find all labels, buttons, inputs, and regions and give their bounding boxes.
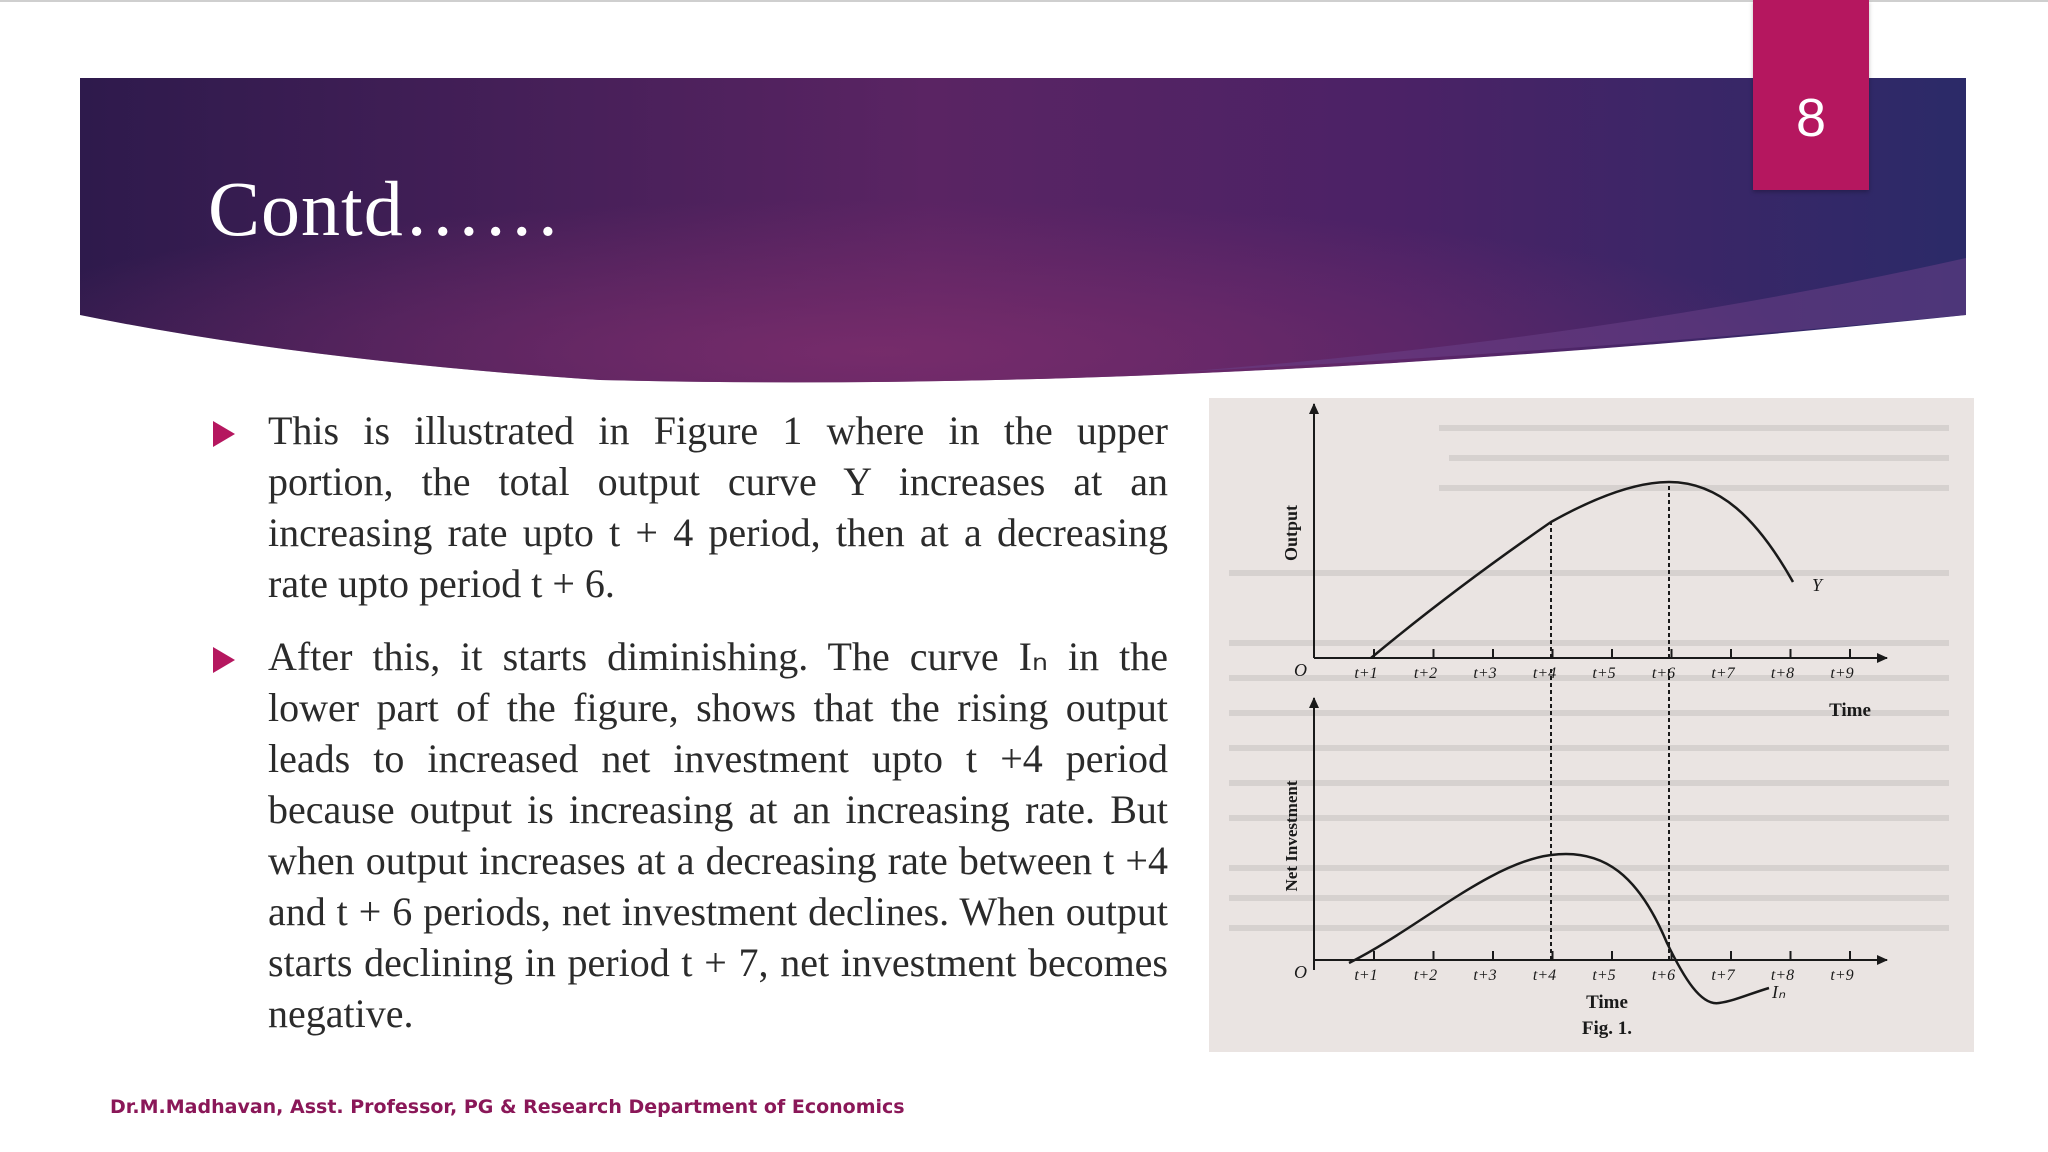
upper-x-axis-label: Time (1829, 700, 1871, 721)
bullet-item (208, 405, 1168, 609)
bullet-marker-icon (213, 421, 235, 447)
lower-tick-label: t+4 (1532, 967, 1557, 984)
lower-tick-label: t+1 (1354, 967, 1378, 984)
lower-tick-label: t+2 (1413, 967, 1438, 984)
lower-tick-label: t+8 (1770, 967, 1795, 984)
net-investment-curve-label: Iₙ (1772, 982, 1786, 1002)
upper-y-axis-label: Output (1281, 504, 1301, 562)
footer-credit: Dr.M.Madhavan, Asst. Professor, PG & Research Department of Economics (110, 1096, 905, 1118)
upper-tick-label: t+5 (1592, 665, 1616, 682)
lower-tick-label-group (1354, 967, 1853, 984)
bullet-item (208, 631, 1168, 1039)
upper-tick-label: t+2 (1413, 665, 1438, 682)
upper-tick-label: t+4 (1532, 665, 1557, 682)
lower-origin-label: O (1294, 962, 1307, 982)
page-number-tab (1753, 0, 1869, 190)
lower-y-axis-label: Net Investment (1282, 780, 1301, 892)
lower-tick-label: t+9 (1830, 967, 1854, 984)
upper-tick-label: t+7 (1711, 665, 1735, 682)
upper-tick-label: t+6 (1651, 665, 1676, 682)
bullet-text: After this, it starts diminishing. The curve Iₙ in the lower part of the figure, shows that the rising output leads to increased net investment upto t +4 period because output is increasing at an increasing rate. But when output increases at a decreasing rate between t +4 and t + 6 periods, net investment declines. When output starts declining in period t + 7, net investment becomes negative. (268, 634, 1168, 1036)
figure-caption: Fig. 1. (1581, 1018, 1633, 1039)
lower-tick-label: t+7 (1711, 967, 1735, 984)
bullet-list (208, 405, 1168, 1061)
slide-title: Contd…… (208, 165, 562, 252)
figure-background (1209, 398, 1974, 1052)
figure-image (1209, 398, 1974, 1052)
upper-tick-label: t+1 (1354, 665, 1378, 682)
lower-tick-label: t+6 (1651, 967, 1676, 984)
upper-tick-label-group (1354, 665, 1853, 682)
bullet-marker-icon (213, 647, 235, 673)
bullet-text: This is illustrated in Figure 1 where in the upper portion, the total output curve Y increases at an increasing rate upto t + 4 period, then at a decreasing rate upto period t + 6. (268, 408, 1168, 606)
lower-tick-label: t+3 (1473, 967, 1497, 984)
output-curve-label: Y (1812, 575, 1823, 595)
upper-tick-label: t+8 (1770, 665, 1795, 682)
page-number: 8 (1795, 88, 1827, 148)
upper-tick-label: t+3 (1473, 665, 1497, 682)
lower-tick-label: t+5 (1592, 967, 1616, 984)
upper-tick-label: t+9 (1830, 665, 1854, 682)
lower-x-axis-label: Time (1586, 992, 1628, 1013)
upper-origin-label: O (1294, 660, 1307, 680)
